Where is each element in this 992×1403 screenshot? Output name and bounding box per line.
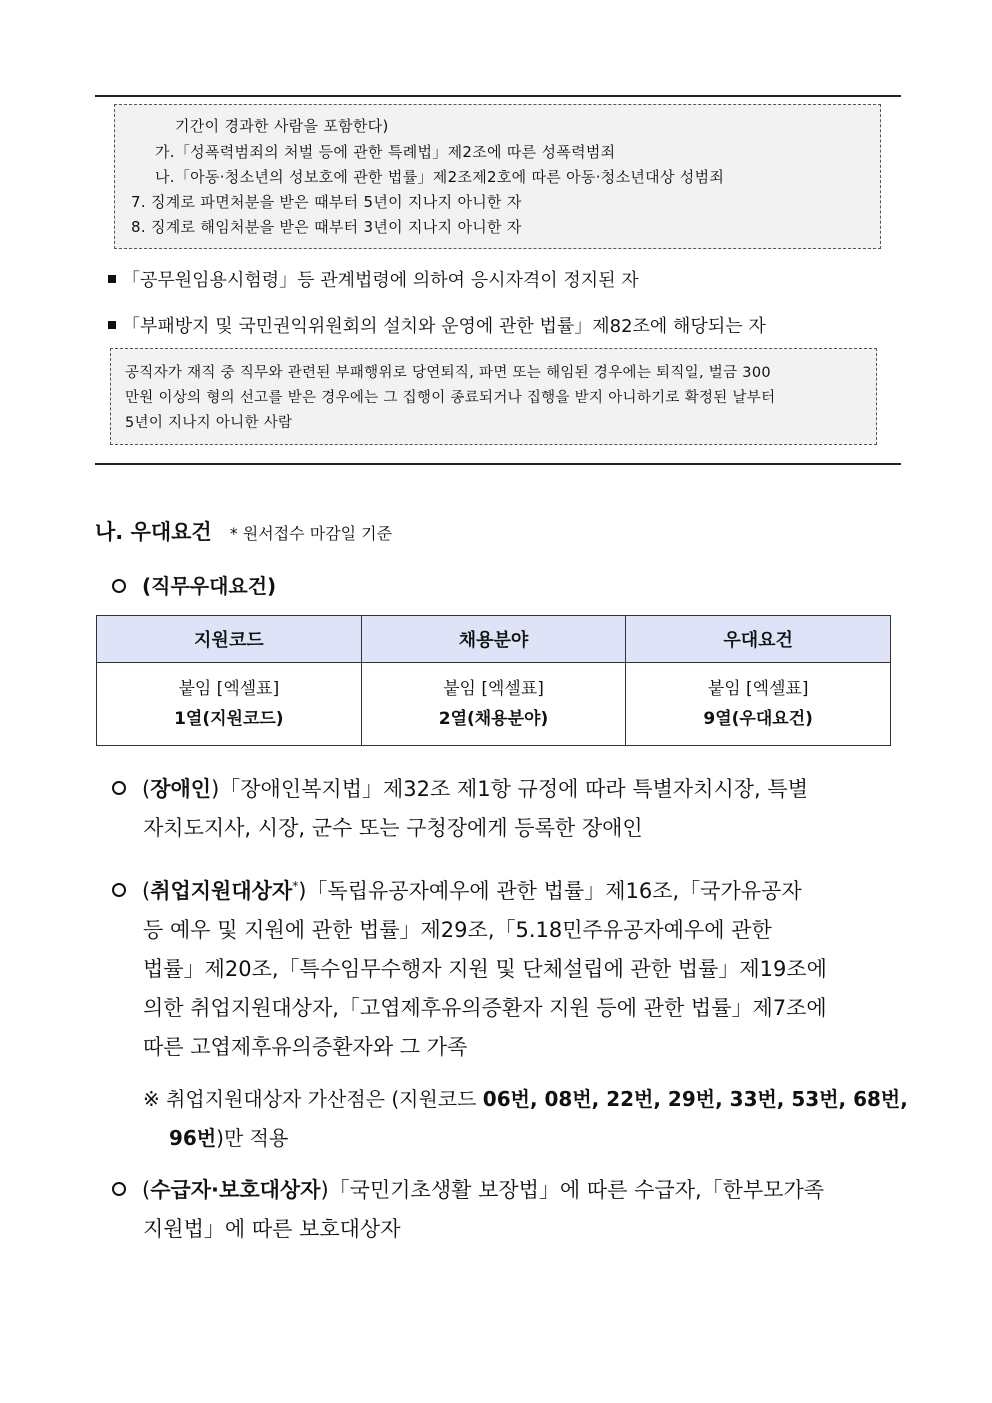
box-line: 가.「성폭력범죄의 처벌 등에 관한 특례법」제2조에 따른 성폭력범죄 [155,143,616,161]
square-bullet-icon [108,275,116,283]
job-pref-heading: (직무우대요건) [112,570,276,599]
header-field: 채용분야 [361,616,626,663]
box-line: 8. 징계로 해임처분을 받은 때부터 3년이 지나지 아니한 자 [131,218,522,236]
employment-paragraph: (취업지원대상자*)「독립유공자예우에 관한 법률」제16조,「국가유공자 등 예우 및 지원에 관한 법률」제29조,「5.18민주유공자예우에 관한 법률」제20조,「특수임무수행자 지원 및 단체설립에 관한 법률」제19조에 의한 취업지원대상자,「고엽제후유의증환자 지원 등에 관한 법률」제7조에 따른 고엽제후유의증환자와 그 가족 [112,867,827,1067]
box-line: 7. 징계로 파면처분을 받은 때부터 5년이 지나지 아니한 자 [131,193,522,211]
job-pref-table [96,615,891,746]
welfare-paragraph: (수급자·보호대상자)「국민기초생활 보장법」에 따른 수급자,「한부모가족 지원법」에 따른 보호대상자 [112,1171,824,1249]
top-divider [95,95,901,97]
box-line: 기간이 경과한 사람을 포함한다) [175,117,389,135]
table-cell: 붙임 [엑셀표] 9열(우대요건) [626,663,891,746]
box-line: 만원 이상의 형의 선고를 받은 경우에는 그 집행이 종료되거나 집행을 받지 아니하기로 확정된 날부터 [125,390,776,406]
bullet-item: 「공무원임용시험령」등 관계법령에 의하여 응시자격이 정지된 자 [108,266,639,292]
box-line: 나.「아동·청소년의 성보호에 관한 법률」제2조제2호에 따른 아동·청소년대상 성범죄 [155,168,725,186]
table-cell: 붙임 [엑셀표] 2열(채용분야) [361,663,626,746]
square-bullet-icon [108,321,116,329]
disabled-paragraph: (장애인)「장애인복지법」제32조 제1항 규정에 따라 특별자치시장, 특별 자치도지사, 시장, 군수 또는 구청장에게 등록한 장애인 [112,770,808,848]
table-header-row [97,616,891,663]
section-note: * 원서접수 마감일 기준 [229,524,393,543]
box-line: 5년이 지나지 아니한 사람 [125,415,293,431]
header-pref: 우대요건 [626,616,891,663]
circle-bullet-icon [112,781,126,795]
disqualification-box [114,104,881,249]
circle-bullet-icon [112,883,126,897]
section-heading [95,516,392,546]
box-line: 공직자가 재직 중 직무와 관련된 부패행위로 당연퇴직, 파면 또는 해임된 경우에는 퇴직일, 벌금 300 [125,365,771,381]
corruption-note-box [110,348,877,445]
employment-note: ※ 취업지원대상자 가산점은 (지원코드 06번, 08번, 22번, 29번, 33번, 53번, 68번, 96번)만 적용 [143,1087,908,1150]
section-title: 나. 우대요건 [95,520,212,544]
circle-bullet-icon [112,1182,126,1196]
bottom-divider [95,463,901,465]
bullet-item: 「부패방지 및 국민권익위원회의 설치와 운영에 관한 법률」제82조에 해당되는 자 [108,312,766,338]
table-row [97,663,891,746]
table-cell: 붙임 [엑셀표] 1열(지원코드) [97,663,362,746]
circle-bullet-icon [112,579,126,593]
header-code: 지원코드 [97,616,362,663]
